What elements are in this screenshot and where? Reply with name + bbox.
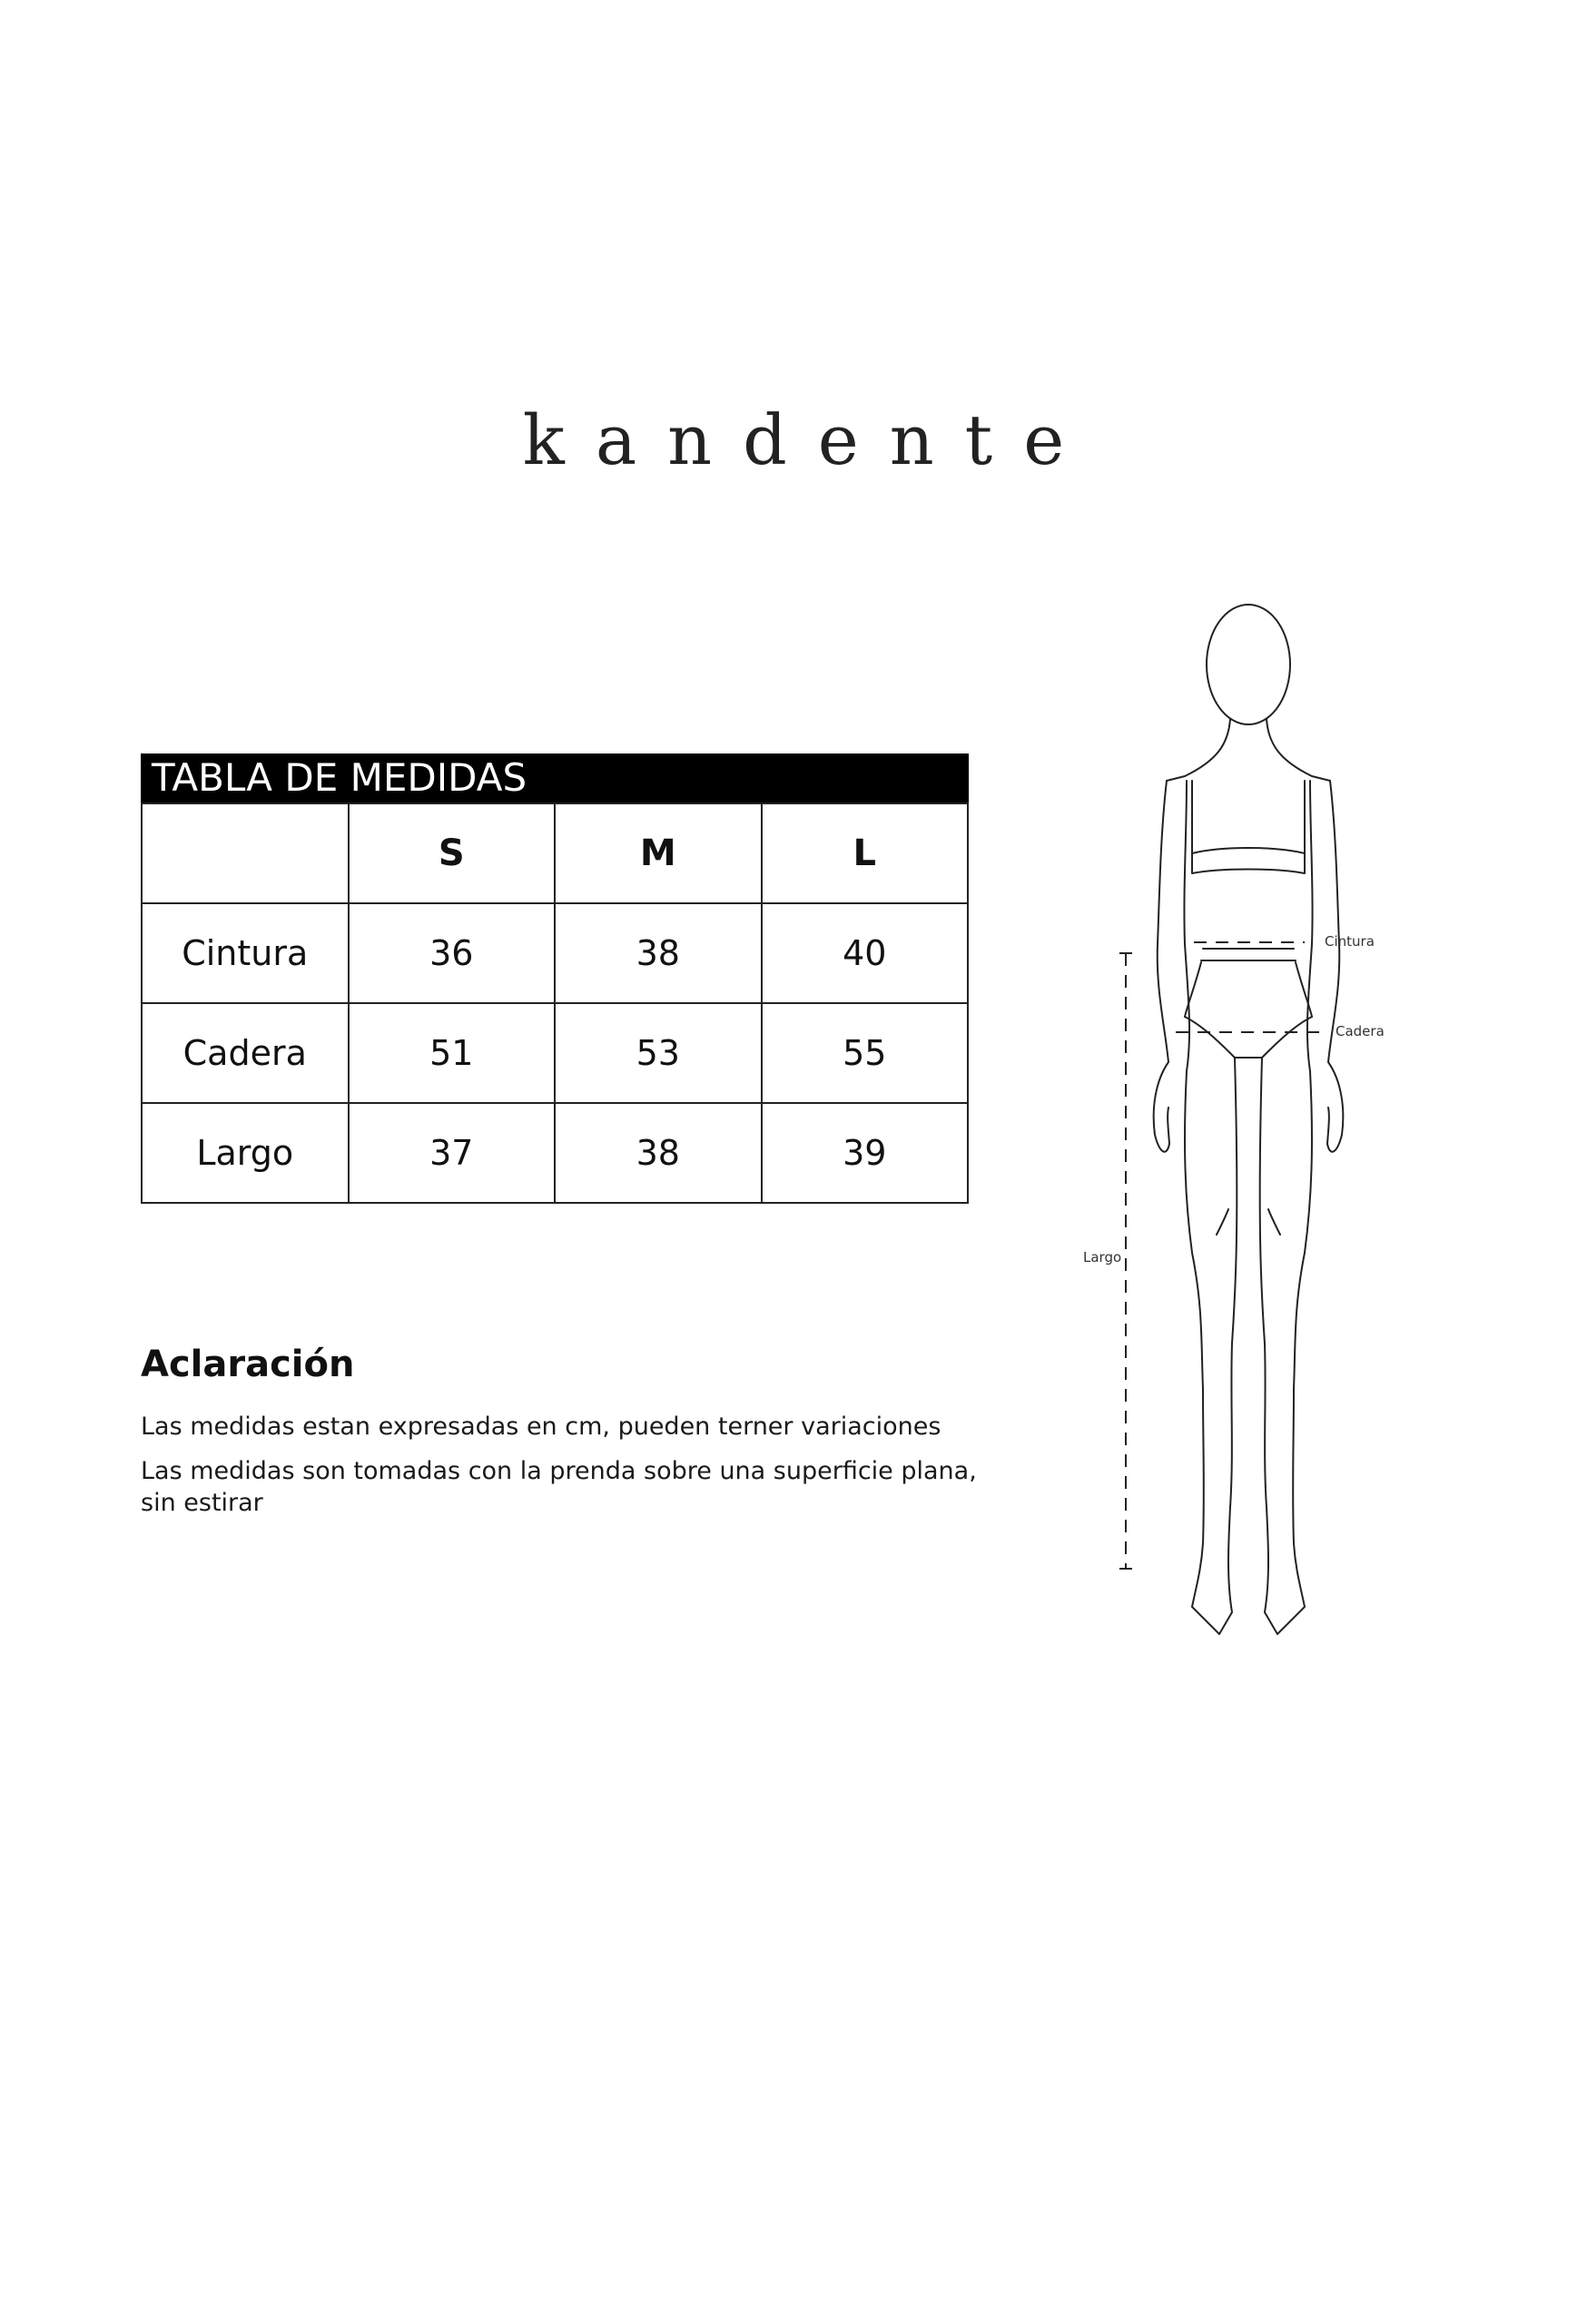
figure-briefs — [1185, 1017, 1312, 1058]
figure-torso-outline — [1167, 719, 1330, 781]
table-title: TABLA DE MEDIDAS — [141, 753, 969, 803]
hip-label: Cadera — [1336, 1023, 1385, 1039]
table-row — [142, 1003, 968, 1103]
measurements-table — [141, 803, 969, 1204]
row-label-cadera: Cadera — [142, 1003, 349, 1103]
table-cell: 53 — [555, 1003, 762, 1103]
table-cell: 38 — [555, 903, 762, 1003]
waist-label: Cintura — [1325, 933, 1375, 950]
table-row — [142, 903, 968, 1003]
table-corner-cell — [142, 803, 349, 903]
length-label: Largo — [1083, 1249, 1122, 1265]
size-header-m: M — [555, 803, 762, 903]
clarification-section — [141, 1344, 1012, 1531]
figure-head — [1207, 605, 1290, 724]
size-table — [141, 753, 969, 1204]
table-cell: 51 — [349, 1003, 556, 1103]
figure-right-arm — [1327, 781, 1343, 1152]
figure-top-garment — [1192, 848, 1305, 873]
clarification-line: Las medidas son tomadas con la prenda sobre una superficie plana, sin estirar — [141, 1457, 977, 1517]
row-label-largo: Largo — [142, 1103, 349, 1203]
table-cell: 36 — [349, 903, 556, 1003]
row-label-cintura: Cintura — [142, 903, 349, 1003]
clarification-heading: Aclaración — [141, 1344, 355, 1385]
size-header-s: S — [349, 803, 556, 903]
body-measurement-figure — [1067, 599, 1430, 1707]
figure-legs — [1185, 1058, 1312, 1634]
size-header-l: L — [762, 803, 969, 903]
table-cell: 38 — [555, 1103, 762, 1203]
brand-logo: kandente — [522, 399, 1096, 480]
table-cell: 40 — [762, 903, 969, 1003]
table-cell: 55 — [762, 1003, 969, 1103]
clarification-line: Las medidas estan expresadas en cm, pueden terner variaciones — [141, 1413, 941, 1441]
table-row — [142, 1103, 968, 1203]
table-cell: 37 — [349, 1103, 556, 1203]
table-header-row — [142, 803, 968, 903]
figure-left-arm — [1154, 781, 1169, 1152]
table-cell: 39 — [762, 1103, 969, 1203]
